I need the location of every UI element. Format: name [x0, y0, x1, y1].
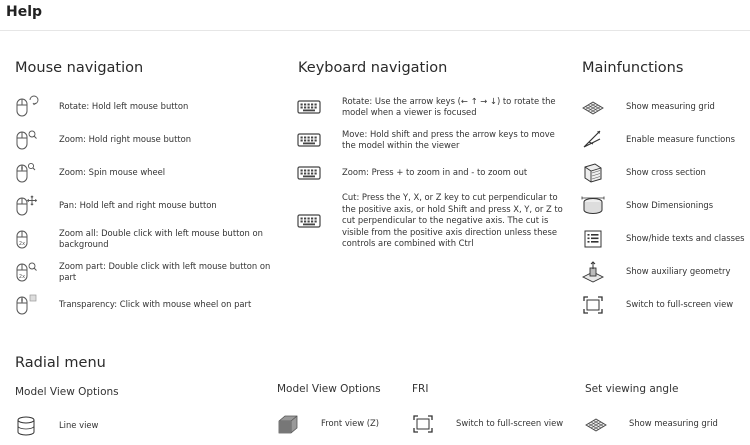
cross-section-icon [580, 160, 606, 186]
keyboard-item-text: Rotate: Use the arrow keys (← ↑ → ↓) to rotate the model when a viewer is focused [342, 95, 556, 117]
dimensionings-icon [580, 193, 606, 219]
mouse-zoom-part-icon [13, 259, 39, 285]
radial-group-title: FRI [412, 383, 429, 395]
svg-text:2x: 2x [18, 274, 26, 280]
mouse-item-text: Transparency: Click with mouse wheel on part [59, 299, 252, 310]
main-item-text: Switch to full-screen view [626, 299, 734, 310]
mouse-transparency-icon [13, 292, 39, 318]
mouse-item-text: Rotate: Hold left mouse button [59, 101, 189, 112]
radial-menu-title: Radial menu [15, 355, 106, 371]
radial-item-text: Line view [59, 420, 99, 431]
mouse-navigation-title: Mouse navigation [15, 60, 144, 76]
main-item-measuring-grid[interactable] [580, 94, 748, 120]
main-item-full-screen[interactable] [580, 292, 748, 318]
mouse-item-zoom [13, 127, 273, 153]
mouse-item-rotate [13, 94, 273, 120]
main-item-text: Show auxiliary geometry [626, 266, 731, 277]
main-item-cross-section[interactable] [580, 160, 748, 186]
keyboard-item-text: Cut: Press the Y, X, or Z key to cut perpendicular to the positive axis, or hold Shift and press X, Y, or Z to cut perpendicular to the negative axis. The cut is visible from the positive axis direction unless these controls are combined with Ctrl [342, 192, 563, 248]
radial-group-title: Model View Options [277, 383, 381, 395]
auxiliary-geometry-icon [580, 259, 606, 285]
radial-item-text: Switch to full-screen view [456, 418, 564, 429]
texts-classes-icon [580, 226, 606, 252]
keyboard-icon [296, 208, 322, 234]
measure-functions-icon [580, 127, 606, 153]
mouse-item-text: Zoom part: Double click with left mouse button on part [59, 260, 271, 282]
mouse-item-text: Zoom: Hold right mouse button [59, 134, 192, 145]
radial-group-title: Set viewing angle [585, 383, 679, 395]
mouse-item-transparency [13, 292, 278, 318]
main-item-auxiliary-geometry[interactable] [580, 259, 748, 285]
full-screen-icon [410, 411, 436, 437]
mouse-item-text: Zoom all: Double click with left mouse button on background [59, 227, 263, 249]
mainfunctions-title: Mainfunctions [582, 60, 684, 76]
main-item-measure-functions[interactable] [580, 127, 748, 153]
svg-text:2x: 2x [18, 241, 26, 247]
main-item-text: Show cross section [626, 167, 706, 178]
radial-item-text: Front view (Z) [321, 418, 380, 429]
radial-item-full-screen[interactable] [410, 411, 580, 437]
front-view-icon [275, 411, 301, 437]
keyboard-icon [296, 160, 322, 186]
full-screen-icon [580, 292, 606, 318]
main-item-dimensionings[interactable] [580, 193, 748, 219]
radial-item-text: Show measuring grid [629, 418, 718, 429]
main-item-text: Show Dimensionings [626, 200, 714, 211]
keyboard-item-text: Zoom: Press + to zoom in and - to zoom out [342, 167, 528, 178]
main-item-text: Show measuring grid [626, 101, 715, 112]
main-item-texts-classes[interactable] [580, 226, 748, 252]
keyboard-item-move [296, 127, 566, 153]
radial-item-line-view[interactable] [13, 413, 213, 439]
keyboard-item-rotate [296, 94, 566, 120]
main-item-text: Show/hide texts and classes [626, 233, 745, 244]
mouse-zoom-all-icon [13, 226, 39, 252]
keyboard-icon [296, 94, 322, 120]
mouse-item-zoom-part [13, 259, 278, 285]
mouse-zoom-icon [13, 127, 39, 153]
keyboard-icon [296, 127, 322, 153]
radial-item-measuring-grid[interactable] [583, 411, 748, 437]
radial-item-front-view[interactable] [275, 411, 405, 437]
mouse-item-pan [13, 193, 273, 219]
mouse-pan-icon [13, 193, 39, 219]
keyboard-item-cut [296, 192, 566, 250]
page-title: Help [6, 4, 43, 20]
help-header [0, 0, 750, 31]
keyboard-navigation-title: Keyboard navigation [298, 60, 448, 76]
mouse-item-text: Pan: Hold left and right mouse button [59, 200, 217, 211]
keyboard-item-text: Move: Hold shift and press the arrow keys to move the model within the viewer [342, 128, 555, 150]
measuring-grid-icon [583, 411, 609, 437]
mouse-rotate-icon [13, 94, 39, 120]
main-item-text: Enable measure functions [626, 134, 735, 145]
mouse-item-zoom-all [13, 226, 278, 252]
measuring-grid-icon [580, 94, 606, 120]
mouse-wheel-zoom-icon [13, 160, 39, 186]
mouse-item-wheel [13, 160, 273, 186]
radial-group-title: Model View Options [15, 386, 119, 398]
mouse-item-text: Zoom: Spin mouse wheel [59, 167, 166, 178]
line-view-icon [13, 413, 39, 439]
keyboard-item-zoom [296, 160, 566, 186]
